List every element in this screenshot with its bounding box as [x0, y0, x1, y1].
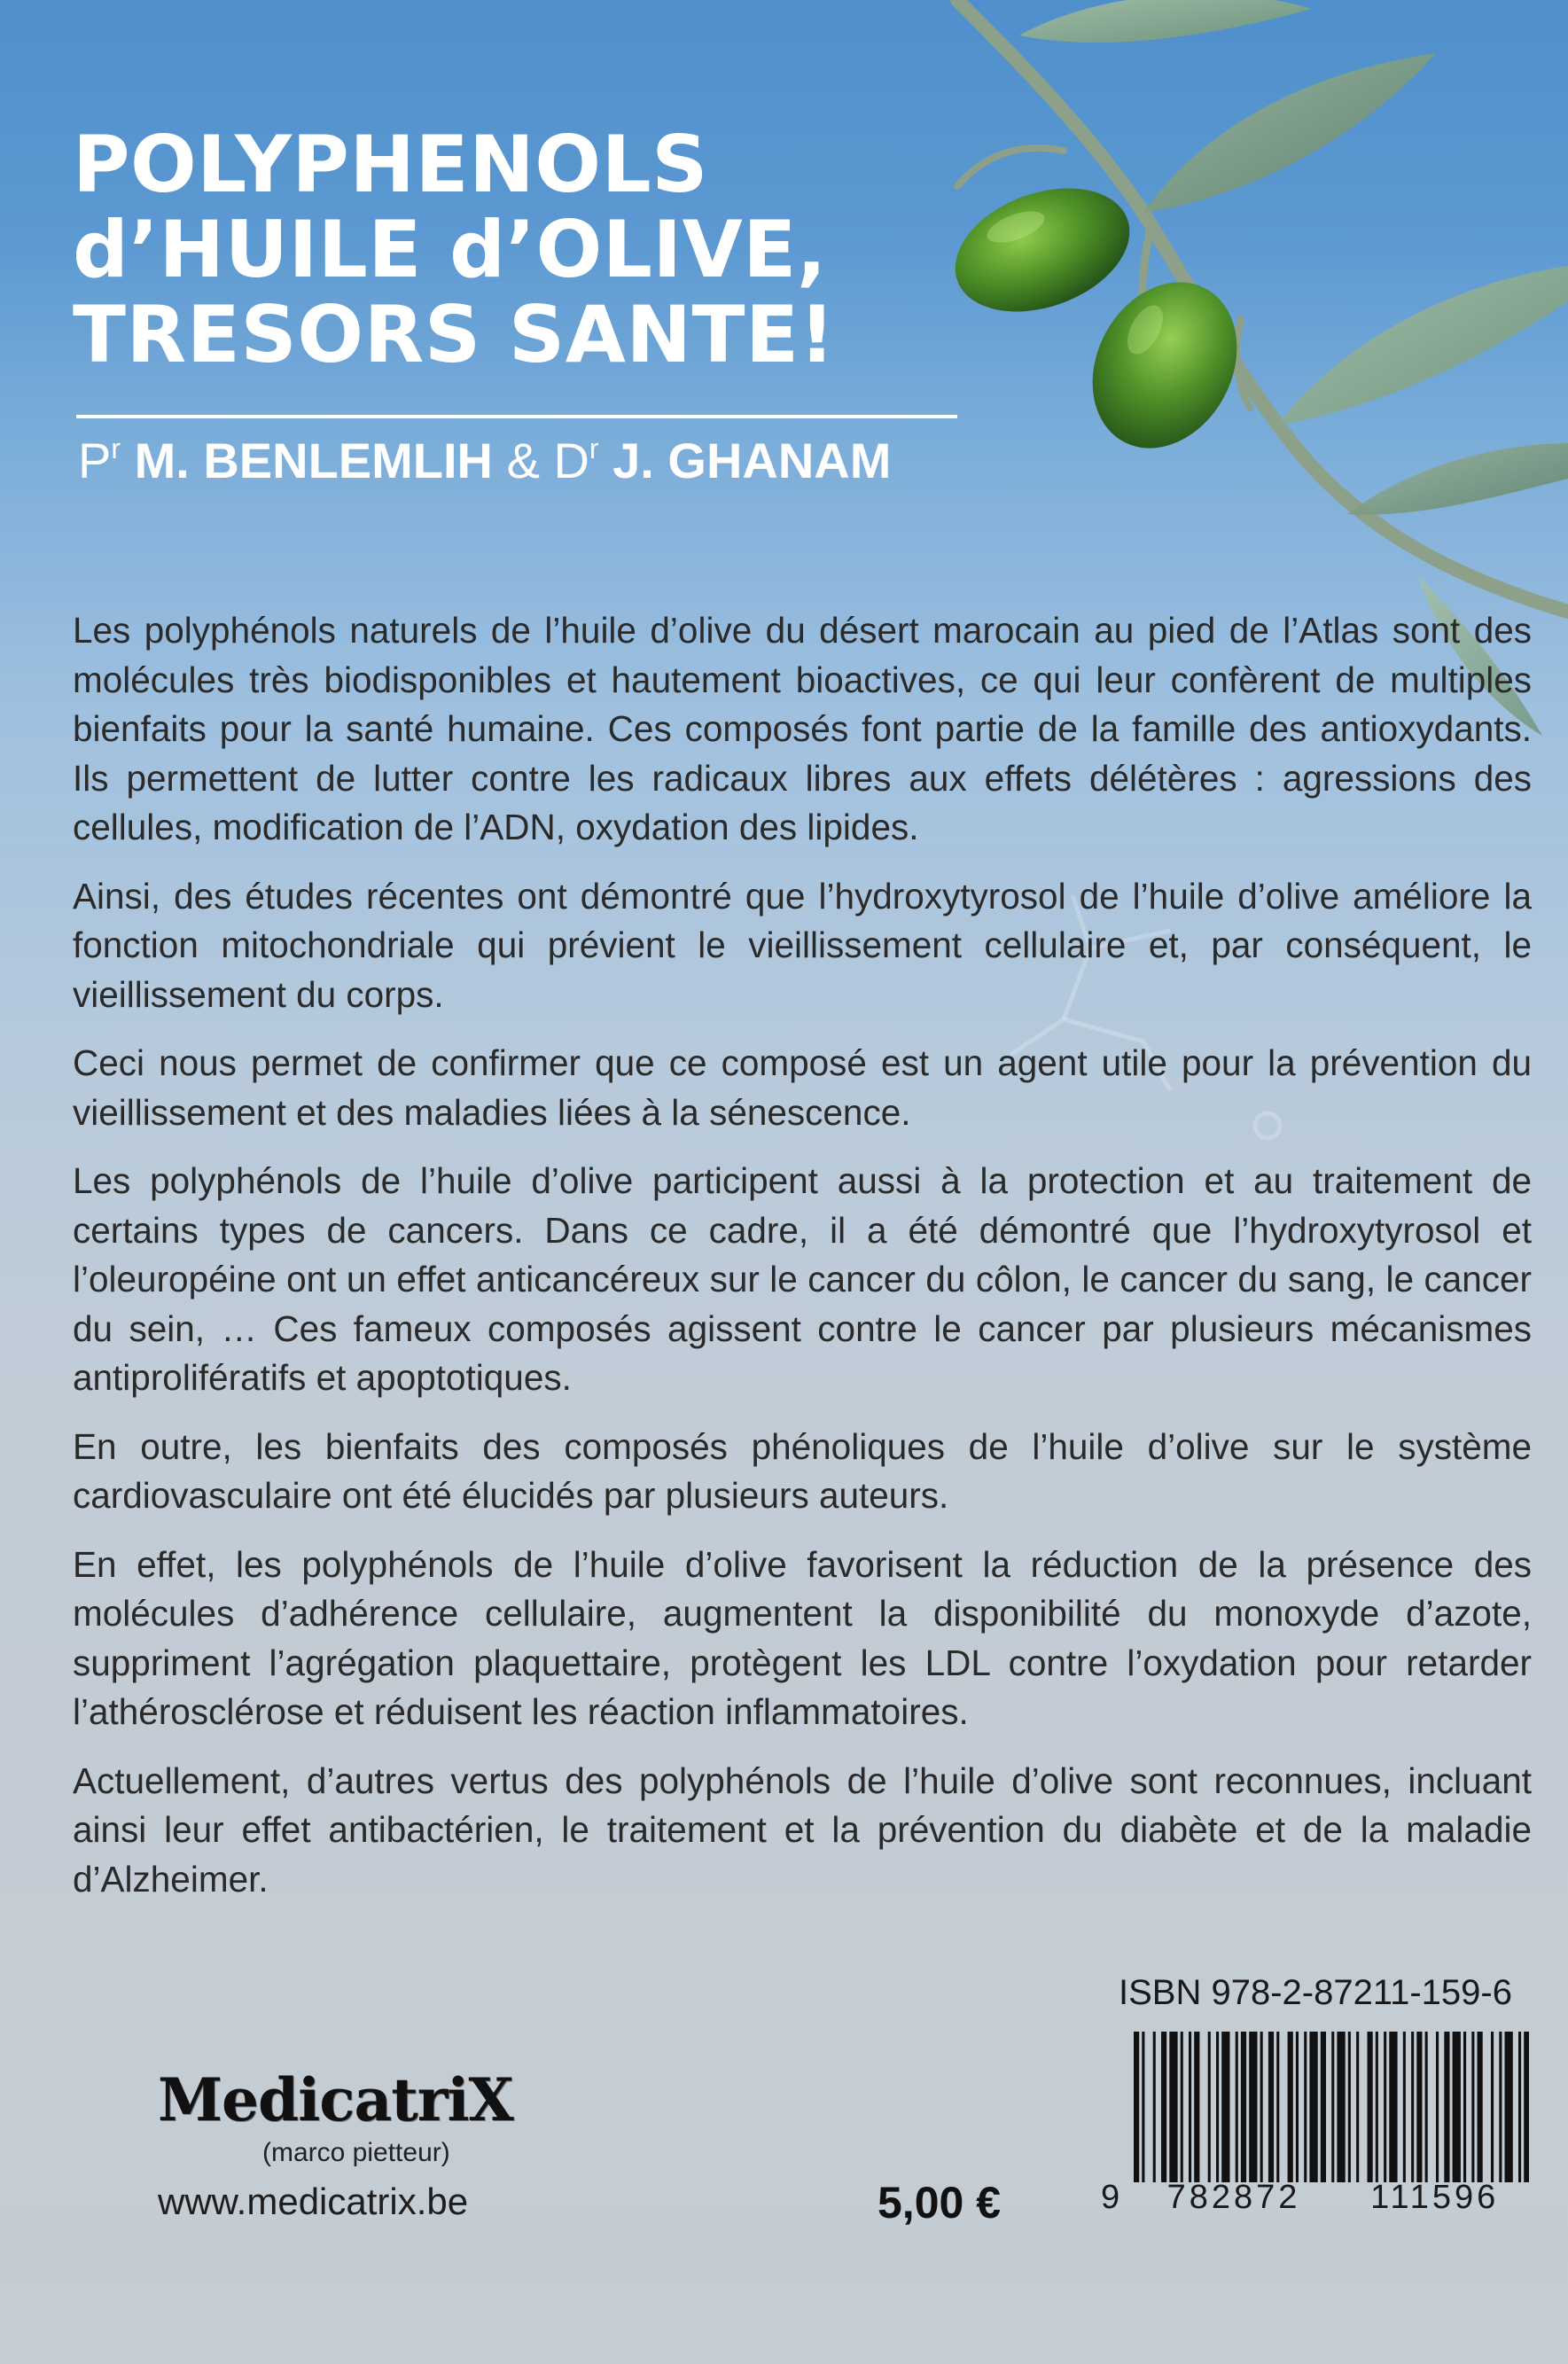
- barcode-bar: [1304, 2032, 1307, 2182]
- barcode-bar: [1181, 2032, 1183, 2182]
- author-name: M. BENLEMLIH: [134, 433, 493, 488]
- barcode-bar: [1491, 2032, 1494, 2182]
- author-separator: & D: [506, 433, 589, 488]
- paragraph: En effet, les polyphénols de l’huile d’olive favorisent la réduction de la présence des molécules d’adhérence cellulaire, augmentent la disponibilité du monoxyde d’azote, suppriment l’agrégation plaquettaire, protègent les LDL contre l’oxydation pour retarder l’athérosclérose et réduisent les réaction inflammatoires.: [73, 1543, 1532, 1732]
- author-name: J. GHANAM: [612, 433, 892, 488]
- paragraph: Ainsi, des études récentes ont démontré que l’hydroxytyrosol de l’huile d’olive améliore la fonction mitochondriale qui prévient le vieillissement cellulaire et, par conséquent, le vieillissement du corps.: [73, 875, 1532, 1015]
- barcode-bar: [1169, 2032, 1177, 2182]
- barcode-bar: [1524, 2032, 1529, 2182]
- barcode-bar: [1331, 2032, 1334, 2182]
- publisher-website: www.medicatrix.be: [158, 2181, 469, 2222]
- barcode-bar: [1478, 2032, 1483, 2182]
- book-title: [73, 119, 836, 380]
- author-title: P: [78, 433, 112, 488]
- title-divider: [76, 415, 957, 418]
- barcode-digit-group: 9: [1101, 2179, 1124, 2216]
- barcode-bar: [1453, 2032, 1461, 2182]
- barcode-bar: [1142, 2032, 1144, 2182]
- barcode-bar: [1499, 2032, 1502, 2182]
- barcode-bar: [1368, 2032, 1373, 2182]
- barcode-digit-group: 782872: [1166, 2179, 1301, 2216]
- barcode-bar: [1505, 2032, 1513, 2182]
- barcode-bar: [1376, 2032, 1378, 2182]
- barcode-bar: [1471, 2032, 1474, 2182]
- authors-line: [78, 429, 891, 493]
- barcode-digits: [1101, 2179, 1499, 2217]
- title-line: POLYPHENOLS: [73, 119, 709, 210]
- barcode-bar: [1403, 2032, 1406, 2182]
- barcode-bar: [1276, 2032, 1279, 2182]
- barcode-bar: [1153, 2032, 1156, 2182]
- barcode-bar: [1436, 2032, 1439, 2182]
- back-cover-text: [73, 606, 1532, 1923]
- barcode-bar: [1161, 2032, 1166, 2182]
- author-title-sup: r: [111, 433, 121, 464]
- barcode-icon: [1130, 2032, 1529, 2182]
- barcode-bar: [1348, 2032, 1351, 2182]
- paragraph: Les polyphénols de l’huile d’olive participent aussi à la protection et au traitement de certains types de cancers. Dans ce cadre, il a été démontré que l’hydroxytyrosol et l’oleuropéine ont un effet anticancéreux sur le cancer du côlon, le cancer du sang, le cancer du sein, … Ces fameux composés agissent contre le cancer par plusieurs mécanismes antiprolifératifs et apoptotiques.: [73, 1160, 1532, 1398]
- barcode-bar: [1389, 2032, 1397, 2182]
- barcode-bar: [1194, 2032, 1199, 2182]
- barcode-bar: [1411, 2032, 1414, 2182]
- paragraph: En outre, les bienfaits des composés phénoliques de l’huile d’olive sur le système cardiovasculaire ont été élucidés par plusieurs auteurs.: [73, 1425, 1532, 1516]
- title-line: d’HUILE d’OLIVE,: [73, 204, 827, 295]
- barcode-bar: [1321, 2032, 1326, 2182]
- barcode-digit-group: 111596: [1370, 2179, 1500, 2216]
- barcode-bar: [1356, 2032, 1359, 2182]
- paragraph: Les polyphénols naturels de l’huile d’olive du désert marocain au pied de l’Atlas sont des molécules très biodisponibles et hautement bioactives, ce qui leur confèrent de multiples bienfaits pour la santé humaine. Ces composés font partie de la famille des antioxydants. Ils permettent de lutter contre les radicaux libres aux effets délétères : agressions des cellules, modification de l’ADN, oxydation des lipides.: [73, 610, 1532, 847]
- publisher-subtitle: (marco pietteur): [262, 2138, 450, 2167]
- barcode-bar: [1309, 2032, 1317, 2182]
- barcode-bar: [1134, 2032, 1139, 2182]
- barcode-bar: [1518, 2032, 1521, 2182]
- barcode-bar: [1463, 2032, 1466, 2182]
- barcode-bar: [1221, 2032, 1229, 2182]
- barcode-bar: [1208, 2032, 1211, 2182]
- barcode-bar: [1241, 2032, 1246, 2182]
- barcode-bar: [1416, 2032, 1422, 2182]
- publisher-logo: [158, 2065, 513, 2167]
- barcode-bar: [1384, 2032, 1386, 2182]
- barcode-bar: [1216, 2032, 1219, 2182]
- title-line: TRESORS SANTE!: [73, 289, 836, 380]
- barcode-bar: [1268, 2032, 1274, 2182]
- isbn-label: ISBN 978-2-87211-159-6: [1119, 1973, 1512, 2012]
- author-title-sup: r: [589, 433, 599, 464]
- barcode-bar: [1444, 2032, 1449, 2182]
- barcode-bar: [1425, 2032, 1428, 2182]
- paragraph: Actuellement, d’autres vertus des polyphénols de l’huile d’olive sont reconnues, incluant ainsi leur effet antibactérien, le traitement et la prévention du diabète et de la maladie d’Alzheimer.: [73, 1759, 1532, 1900]
- barcode-bar: [1249, 2032, 1257, 2182]
- barcode-bar: [1260, 2032, 1263, 2182]
- barcode-bar: [1288, 2032, 1293, 2182]
- barcode-bar: [1236, 2032, 1238, 2182]
- barcode-bar: [1337, 2032, 1345, 2182]
- barcode-bar: [1296, 2032, 1299, 2182]
- barcode-bar: [1189, 2032, 1191, 2182]
- price: 5,00 €: [878, 2178, 1002, 2227]
- publisher-name: MedicatriX: [158, 2065, 513, 2134]
- paragraph: Ceci nous permet de confirmer que ce composé est un agent utile pour la prévention du vieillissement et des maladies liées à la sénescence.: [73, 1042, 1532, 1133]
